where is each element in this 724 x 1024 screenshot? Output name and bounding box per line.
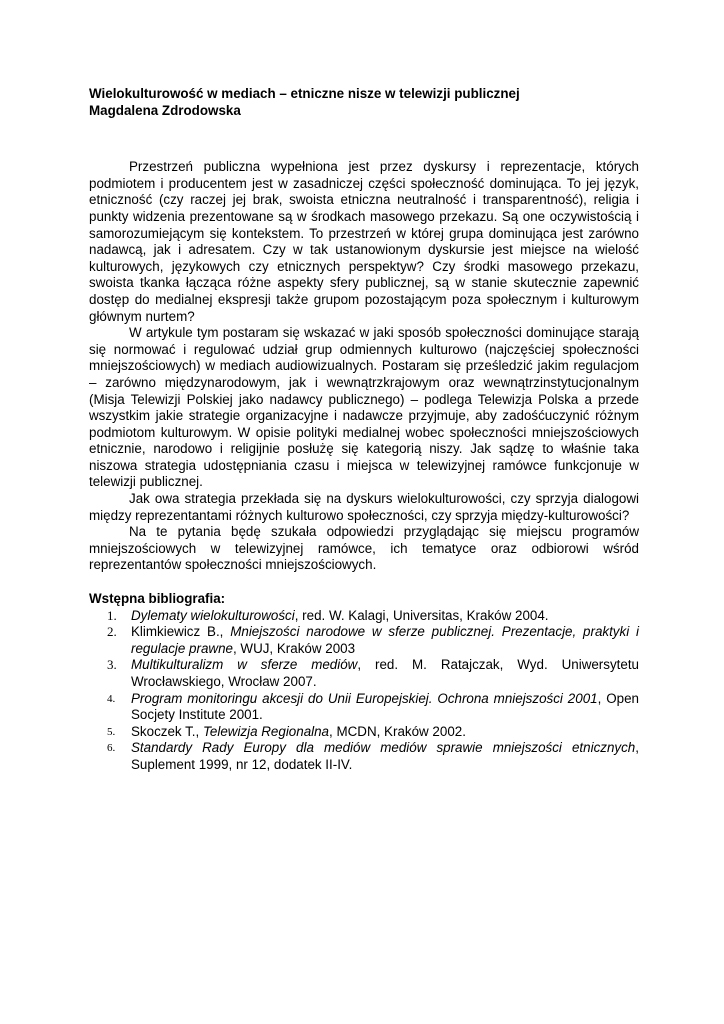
bibliography-item: [89, 624, 639, 657]
spacer: [89, 119, 639, 159]
bibliography-work-title: Standardy Rady Europy dla mediów mediów sprawie mniejszości etnicznych: [131, 740, 636, 756]
bibliography-details: , Suplement 1999, nr 12, dodatek II-IV.: [131, 740, 639, 772]
document-author: Magdalena Zdrodowska: [89, 102, 241, 118]
bibliography-item: [89, 691, 639, 724]
bibliography-item: [89, 740, 639, 773]
bibliography-item: [89, 724, 639, 741]
bibliography-work-title: Mniejszości narodowe w sferze publicznej. Prezentacje, praktyki i regulacje prawne: [131, 624, 639, 656]
bibliography-item: [89, 608, 639, 625]
bibliography-number: 1.: [107, 607, 117, 623]
bibliography-number: 5.: [107, 725, 116, 738]
bibliography-details: , red. W. Kalagi, Universitas, Kraków 2004.: [294, 607, 549, 623]
paragraph-1: Przestrzeń publiczna wypełniona jest przez dyskursy i reprezentacje, których podmiotem i producentem jest w zasadniczej części społeczność dominująca. To jej język, etniczność (czy raczej jej brak, swoista etniczna neutralność i transparentność), religia i punkty widzenia prezentowane są w środkach masowego przekazu. Są one oczywistością i samorozumiejącym się kontekstem. To przestrzeń w której grupa dominująca jest zarówno nadawcą, jak i adresatem. Czy w tak ustanowionym dyskursie jest miejsce na wielość kulturowych, językowych czy etnicznych perspektyw? Czy środki masowego przekazu, swoista tkanka łącząca różne aspekty sfery publicznej, są w stanie skutecznie zapewnić dostęp do medialnej ekspresji także grupom pozostającym poza społecznym i kulturowym głównym nurtem?: [89, 159, 639, 324]
spacer: [89, 574, 639, 591]
bibliography-item: [89, 657, 639, 690]
document-title: Wielokulturowość w mediach – etniczne nisze w telewizji publicznej: [89, 86, 520, 101]
bibliography-heading: Wstępna bibliografia:: [89, 591, 226, 607]
bibliography-prefix: Skoczek T.,: [131, 723, 203, 739]
paragraph-3: Jak owa strategia przekłada się na dyskurs wielokulturowości, czy sprzyja dialogowi między reprezentantami różnych kulturowo społeczności, czy sprzyja między-kulturowości?: [89, 491, 639, 523]
bibliography-number: 3.: [107, 657, 117, 673]
bibliography-prefix: Klimkiewicz B.,: [131, 624, 231, 640]
bibliography-work-title: Dylematy wielokulturowości: [131, 607, 295, 623]
paragraph-4: Na te pytania będę szukała odpowiedzi przyglądając się miejscu programów mniejszościowych w telewizyjnej ramówce, ich tematyce oraz odbiorowi wśród reprezentantów społeczności mniejszościowych.: [89, 524, 639, 573]
bibliography-details: , Open Socjety Institute 2001.: [131, 690, 639, 723]
bibliography-number: 2.: [107, 624, 117, 640]
bibliography-details: , red. M. Ratajczak, Wyd. Uniwersytetu Wrocławskiego, Wrocław 2007.: [131, 657, 639, 689]
bibliography-number: 6.: [107, 742, 116, 755]
bibliography-work-title: Telewizja Regionalna: [202, 723, 330, 739]
bibliography-number: 4.: [107, 692, 116, 705]
paragraph-2: W artykule tym postaram się wskazać w jaki sposób społeczności dominujące starają się normować i regulować udział grup odmiennych kulturowo (najczęściej społeczności mniejszościowych) w mediach audiowizualnych. Postaram się prześledzić jakim regulacjom – zarówno międzynarodowym, jak i wewnątrzkrajowym oraz wewnątrzinstytucjonalnym (Misja Telewizji Polskiej jako nadawcy publicznego) – podlega Telewizja Polska a przede wszystkim jakie strategie organizacyjne i nadawcze przyjmuje, aby zadośćuczynić różnym podmiotom kulturowym. W opisie polityki medialnej wobec społeczności mniejszościowych etnicznie, narodowo i religijnie posłużę się kategorią niszy. Jak sądzę to właśnie taka niszowa strategia udostępniania czasu i miejsca w telewizyjnej ramówce funkcjonuje w telewizji publicznej.: [89, 325, 639, 490]
document-page: [89, 86, 639, 774]
bibliography-work-title: Multikulturalizm w sferze mediów: [131, 657, 358, 673]
bibliography-details: , WUJ, Kraków 2003: [232, 640, 356, 656]
bibliography-work-title: Program monitoringu akcesji do Unii Europejskiej. Ochrona mniejszości 2001: [131, 690, 598, 706]
bibliography-details: , MCDN, Kraków 2002.: [329, 723, 466, 739]
bibliography-list: [89, 608, 639, 774]
